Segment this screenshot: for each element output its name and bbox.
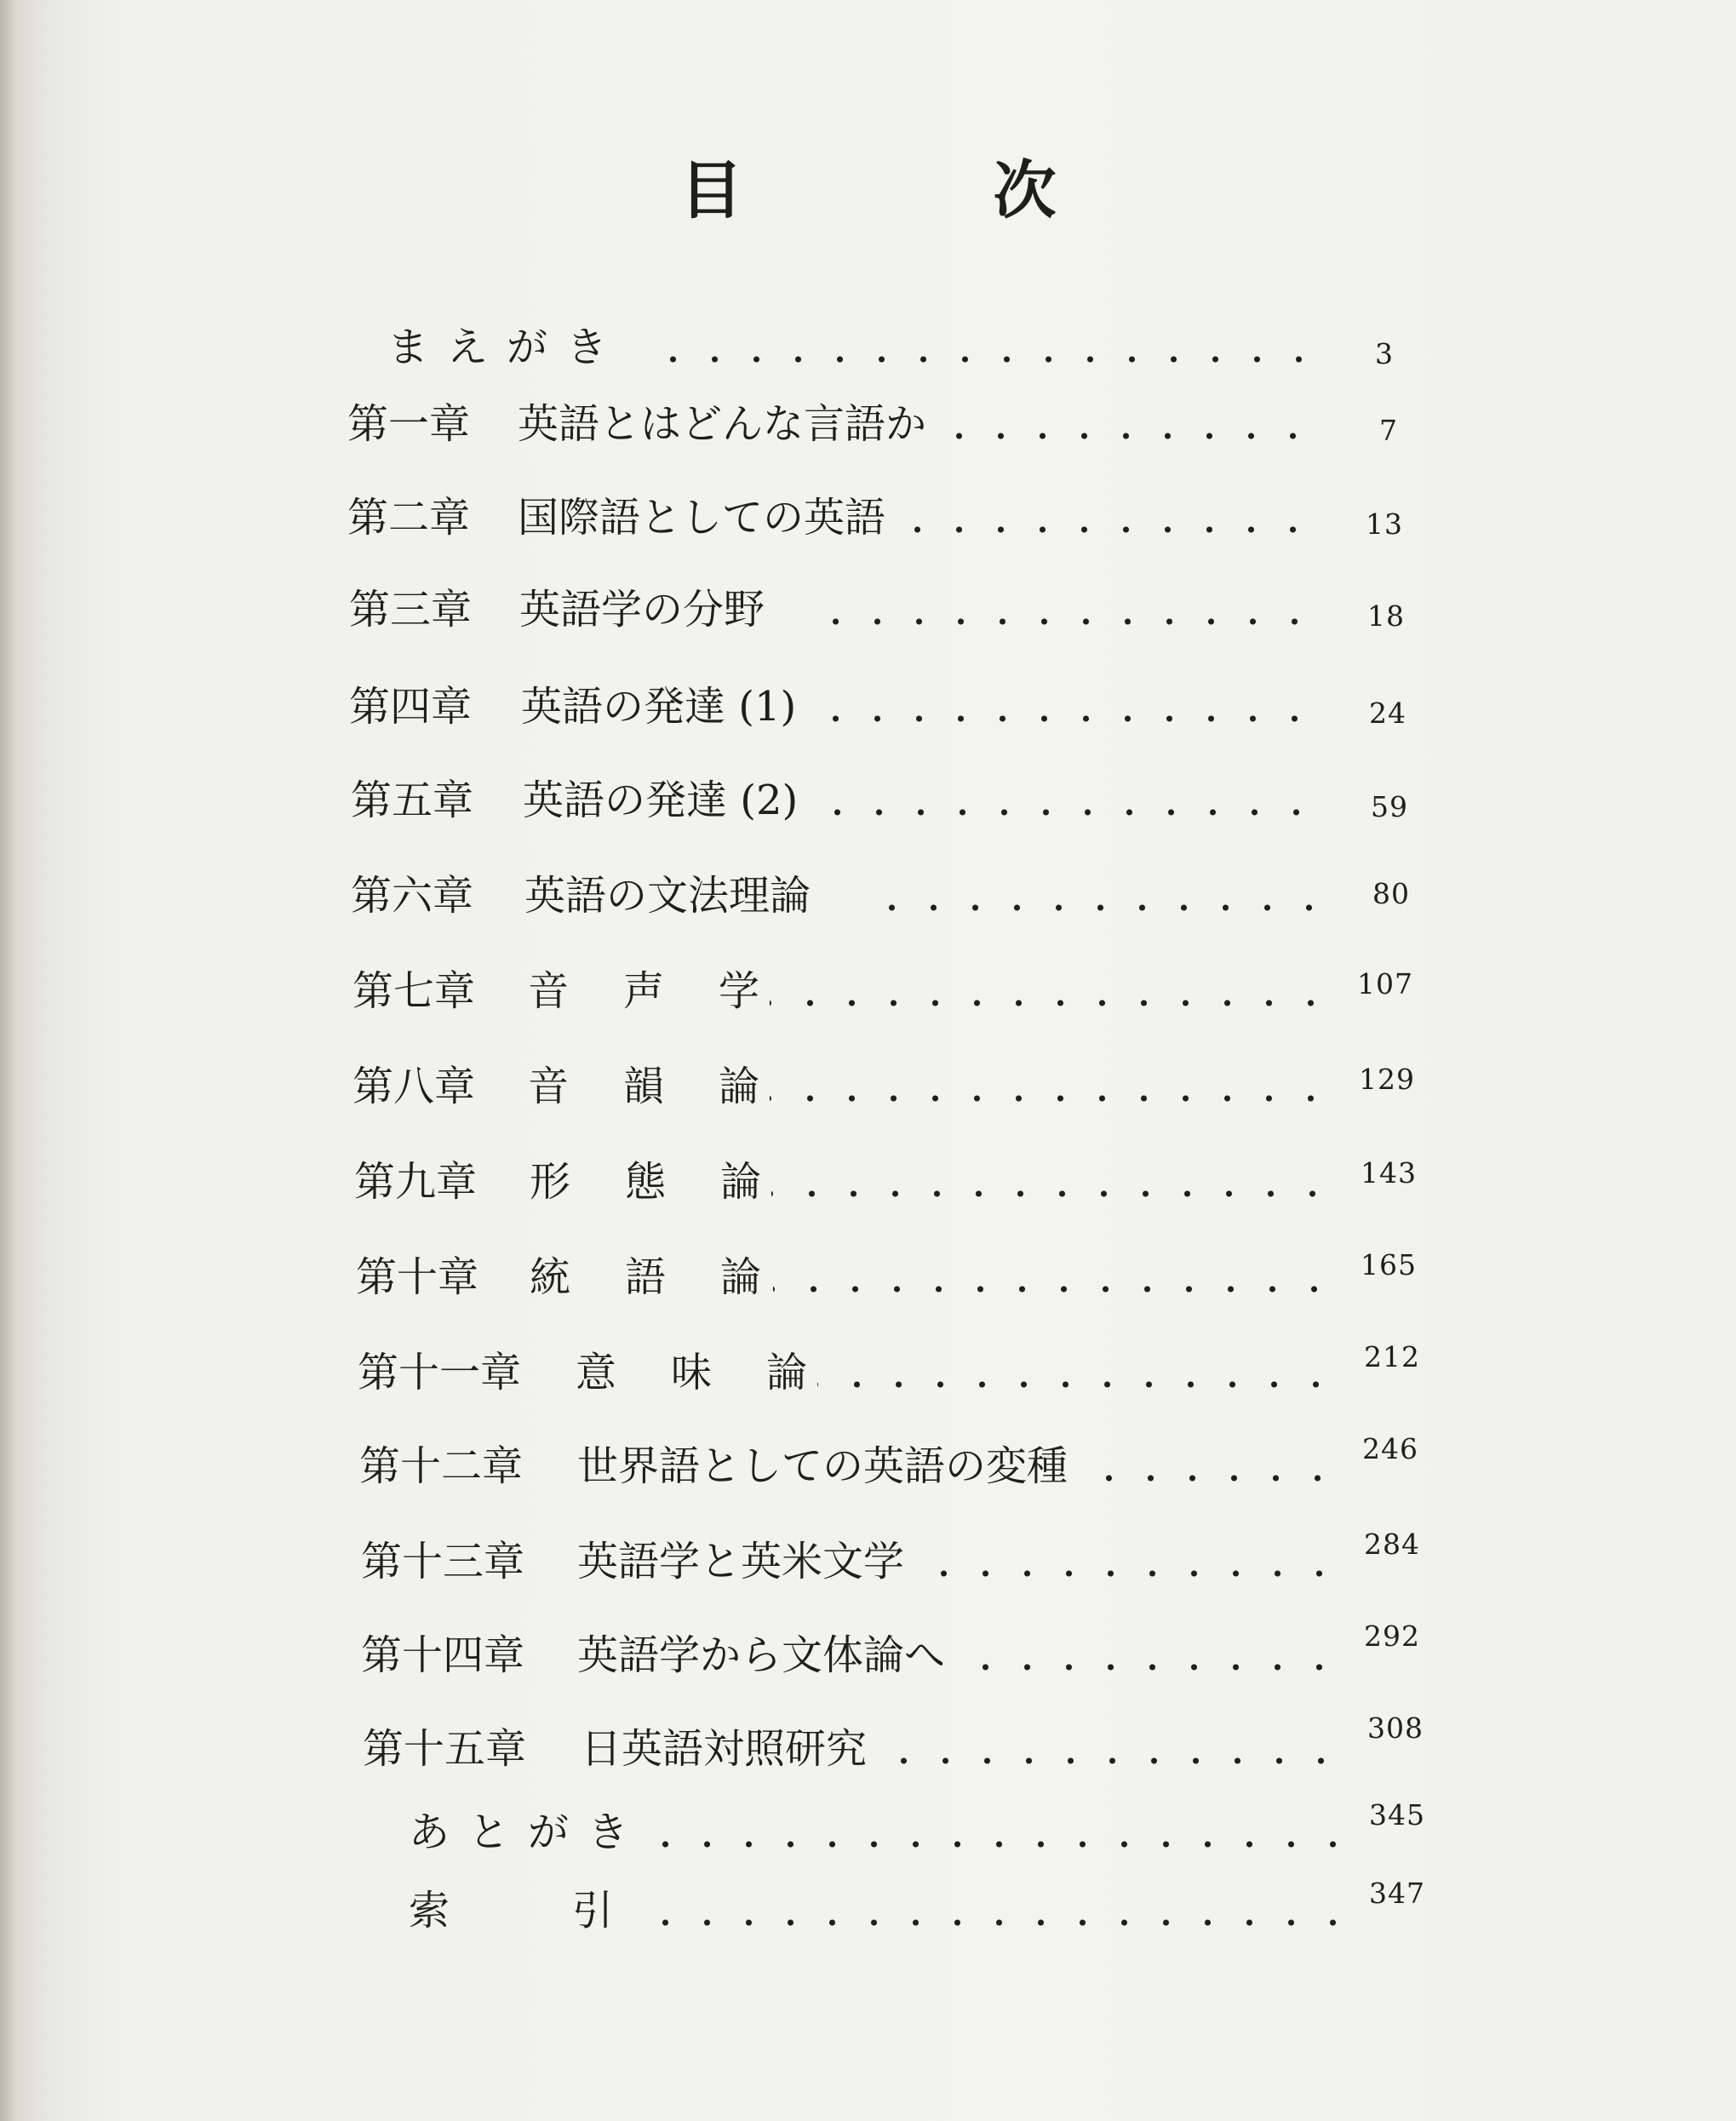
chapter-number: 第十二章	[359, 1442, 524, 1490]
leader-dots	[770, 998, 1332, 1008]
entry-page: 292	[1364, 1619, 1420, 1653]
entry-page: 18	[1367, 599, 1405, 633]
chapter-number: 第二章	[347, 494, 471, 542]
toc-entry-chapter-2	[347, 479, 1412, 542]
entry-page: 13	[1366, 507, 1403, 541]
entry-page: 246	[1362, 1432, 1418, 1465]
chapter-number: 第十一章	[358, 1349, 522, 1396]
leader-dots	[1091, 1473, 1338, 1483]
chapter-number: 第八章	[352, 1063, 476, 1110]
leader-dots	[974, 1662, 1340, 1672]
entry-title: まえがき	[387, 324, 627, 371]
entry-page: 7	[1379, 414, 1398, 447]
entry-title: 音 韻 論	[528, 1063, 767, 1110]
leader-dots	[656, 1839, 1354, 1849]
toc-entry-index	[409, 1872, 1430, 1935]
chapter-number: 第十五章	[363, 1725, 527, 1773]
chapter-number: 第四章	[349, 683, 473, 731]
entry-title: 英語の発達 (1)	[521, 683, 797, 731]
entry-page: 3	[1375, 337, 1394, 370]
chapter-number: 第十三章	[361, 1538, 525, 1585]
entry-title: 英語学の分野	[519, 586, 765, 633]
entry-title: 形 態 論	[530, 1158, 769, 1206]
entry-page: 80	[1372, 877, 1410, 910]
leader-dots	[935, 431, 1314, 441]
entry-title: 英語の文法理論	[524, 872, 811, 920]
leader-dots	[940, 1568, 1340, 1579]
entry-title: 英語の発達 (2)	[523, 777, 799, 824]
toc-entry-chapter-13	[361, 1522, 1425, 1585]
toc-entry-chapter-12	[359, 1427, 1424, 1490]
entry-page: 345	[1369, 1798, 1425, 1832]
entry-page: 308	[1367, 1711, 1424, 1745]
entry-title: 日英語対照研究	[581, 1725, 868, 1773]
toc-entry-chapter-4	[349, 668, 1413, 731]
chapter-number: 第九章	[354, 1158, 478, 1206]
leader-dots	[909, 525, 1314, 535]
entry-page: 129	[1359, 1063, 1415, 1096]
toc-entry-chapter-1	[347, 385, 1412, 448]
chapter-number: 第十四章	[361, 1631, 525, 1679]
entry-page: 212	[1364, 1340, 1420, 1373]
chapter-number: 第七章	[352, 967, 476, 1015]
leader-dots	[771, 1189, 1333, 1199]
toc-entry-chapter-14	[361, 1616, 1425, 1679]
toc-entry-chapter-6	[351, 857, 1415, 920]
leader-dots	[656, 1917, 1354, 1928]
entry-title: 世界語としての英語の変種	[577, 1442, 1069, 1490]
entry-title: あとがき	[409, 1809, 648, 1856]
leader-dots	[891, 1756, 1342, 1766]
leader-dots	[770, 1093, 1332, 1103]
entry-title: 英語学と英米文学	[577, 1538, 905, 1585]
toc-entry-chapter-3	[349, 570, 1413, 633]
leader-dots	[828, 807, 1317, 817]
chapter-number: 第三章	[349, 586, 473, 633]
leader-dots	[870, 903, 1330, 913]
chapter-number: 第五章	[351, 777, 474, 824]
entry-title: 英語学から文体論へ	[577, 1631, 946, 1679]
leader-dots	[817, 1379, 1337, 1390]
toc-entry-chapter-8	[352, 1047, 1417, 1110]
leader-dots	[826, 714, 1315, 724]
entry-title: 音 声 学	[528, 967, 767, 1015]
chapter-number: 第六章	[351, 872, 474, 920]
chapter-number: 第十章	[356, 1253, 479, 1301]
entry-title: 意 味 論	[576, 1349, 815, 1396]
page-title: 目 次	[679, 154, 1150, 227]
toc-entry-chapter-15	[363, 1710, 1427, 1773]
toc-entry-chapter-5	[351, 761, 1415, 824]
entry-title: 索 引	[409, 1887, 614, 1935]
toc-entry-chapter-9	[354, 1143, 1418, 1206]
toc-entry-preface	[387, 308, 1401, 371]
entry-page: 107	[1357, 967, 1413, 1000]
toc-entry-chapter-7	[352, 952, 1417, 1015]
leader-dots	[773, 1284, 1335, 1294]
entry-page: 24	[1369, 696, 1407, 730]
toc-entry-chapter-11	[358, 1333, 1422, 1396]
entry-page: 347	[1369, 1877, 1425, 1910]
leader-dots	[634, 354, 1320, 364]
entry-title: 英語とはどんな言語か	[518, 400, 927, 448]
entry-title: 国際語としての英語	[518, 494, 886, 542]
toc-entry-afterword	[409, 1793, 1430, 1856]
entry-page: 284	[1364, 1528, 1420, 1561]
entry-page: 165	[1361, 1248, 1417, 1281]
toc-entry-chapter-10	[356, 1238, 1420, 1301]
leader-dots	[800, 616, 1315, 627]
chapter-number: 第一章	[347, 400, 471, 448]
entry-page: 143	[1361, 1156, 1417, 1189]
entry-title: 統 語 論	[530, 1253, 769, 1301]
entry-page: 59	[1371, 790, 1408, 823]
